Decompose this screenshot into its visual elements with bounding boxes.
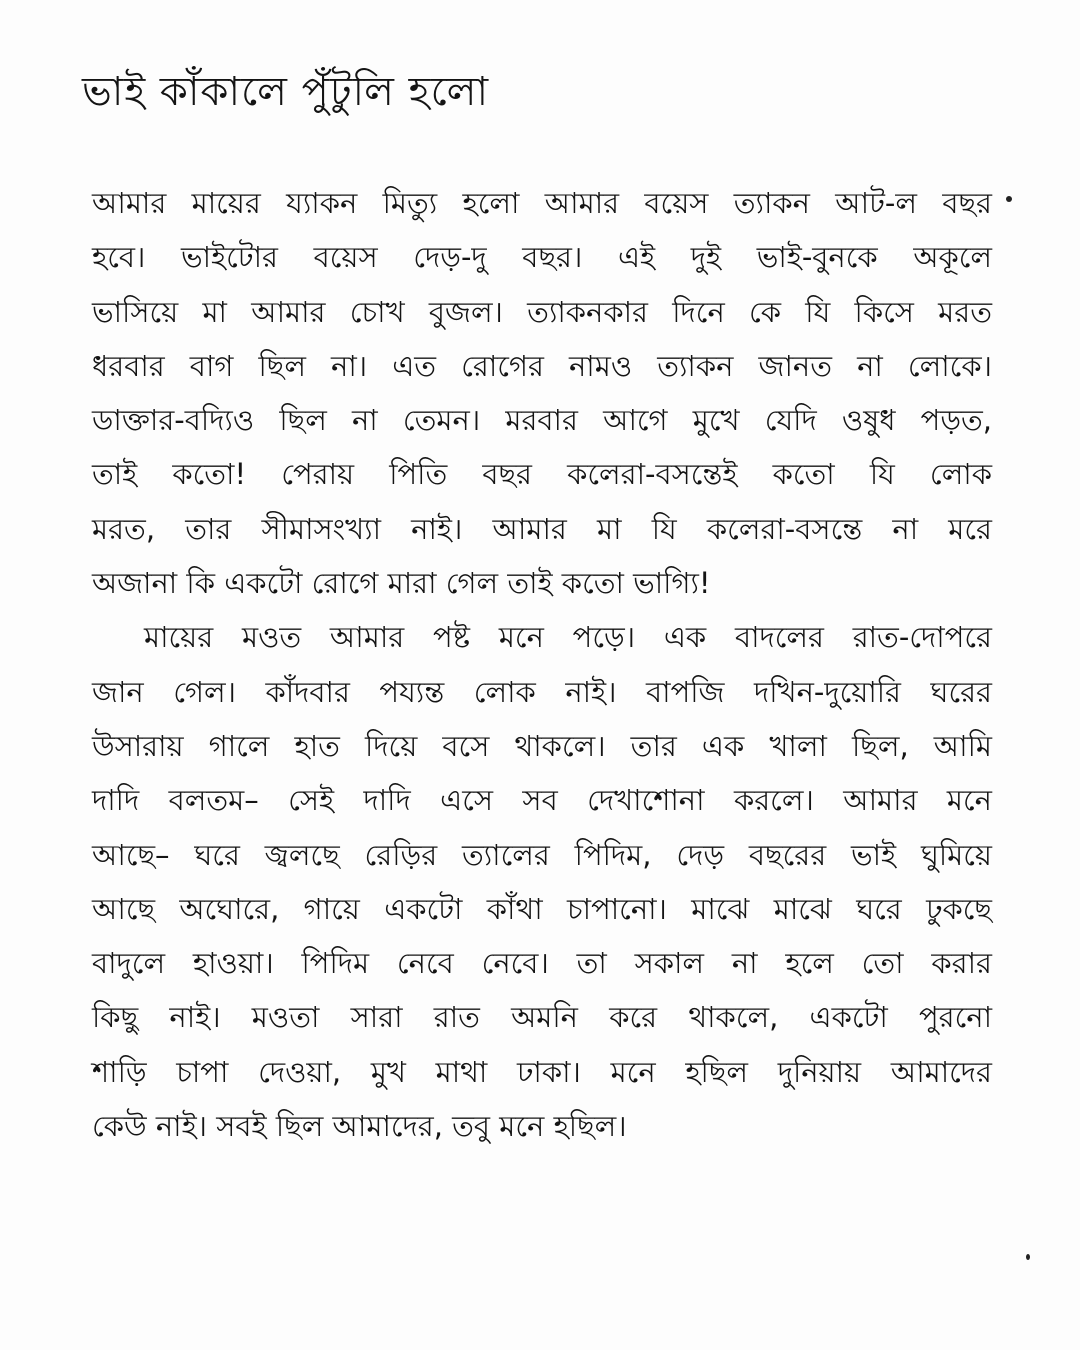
text-line: দাদি বলতম– সেই দাদি এসে সব দেখাশোনা করলে। আমার মনে [92, 783, 992, 818]
body-text [92, 176, 992, 1153]
text-line: ধরবার বাগ ছিল না। এত রোগের নামও ত্যাকন জানত না লোকে। [92, 348, 992, 383]
text-line: মায়ের মওত আমার পষ্ট মনে পড়ে। এক বাদলের রাত-দোপরে [144, 620, 992, 655]
text-line: মরত, তার সীমাসংখ্যা নাই। আমার মা যি কলেরা-বসন্তে না মরে [92, 511, 992, 546]
text-line: জান গেল। কাঁদবার পয্যন্ত লোক নাই। বাপজি দখিন-দুয়োরি ঘরের [92, 674, 992, 709]
text-line: ডাক্তার-বদ্যিও ছিল না তেমন। মরবার আগে মুখে যেদি ওষুধ পড়ত, [92, 403, 992, 438]
text-line: কিছু নাই। মওতা সারা রাত অমনি করে থাকলে, একটো পুরনো [92, 1000, 992, 1035]
text-line: হবে। ভাইটোর বয়েস দেড়-দু বছর। এই দুই ভাই-বুনকে অকূলে [92, 240, 992, 275]
text-line: ভাসিয়ে মা আমার চোখ বুজল। ত্যাকনকার দিনে কে যি কিসে মরত [92, 294, 992, 329]
text-line: আছে– ঘরে জ্বলছে রেড়ির ত্যালের পিদিম, দেড় বছরের ভাই ঘুমিয়ে [92, 837, 992, 872]
text-line: কেউ নাই। সবই ছিল আমাদের, তবু মনে হছিল। [92, 1109, 627, 1144]
ink-speck [1006, 196, 1012, 202]
text-line: শাড়ি চাপা দেওয়া, মুখ মাথা ঢাকা। মনে হছিল দুনিয়ায় আমাদের [92, 1054, 992, 1089]
text-line: উসারায় গালে হাত দিয়ে বসে থাকলে। তার এক খালা ছিল, আমি [92, 728, 992, 763]
text-line: আছে অঘোরে, গায়ে একটো কাঁথা চাপানো। মাঝে মাঝে ঘরে ঢুকছে [92, 891, 992, 926]
ink-speck [1026, 1254, 1030, 1260]
text-line: অজানা কি একটো রোগে মারা গেল তাই কতো ভাগ্যি! [92, 566, 711, 601]
text-line: বাদুলে হাওয়া। পিদিম নেবে নেবে। তা সকাল না হলে তো করার [92, 946, 992, 981]
chapter-title: ভাই কাঁকালে পুঁটুলি হলো [82, 69, 490, 115]
text-line: আমার মায়ের য্যাকন মিত্যু হলো আমার বয়েস ত্যাকন আট-ল বছর [92, 186, 992, 220]
text-line: তাই কতো! পেরায় পিতি বছর কলেরা-বসন্তেই কতো যি লোক [92, 457, 992, 492]
